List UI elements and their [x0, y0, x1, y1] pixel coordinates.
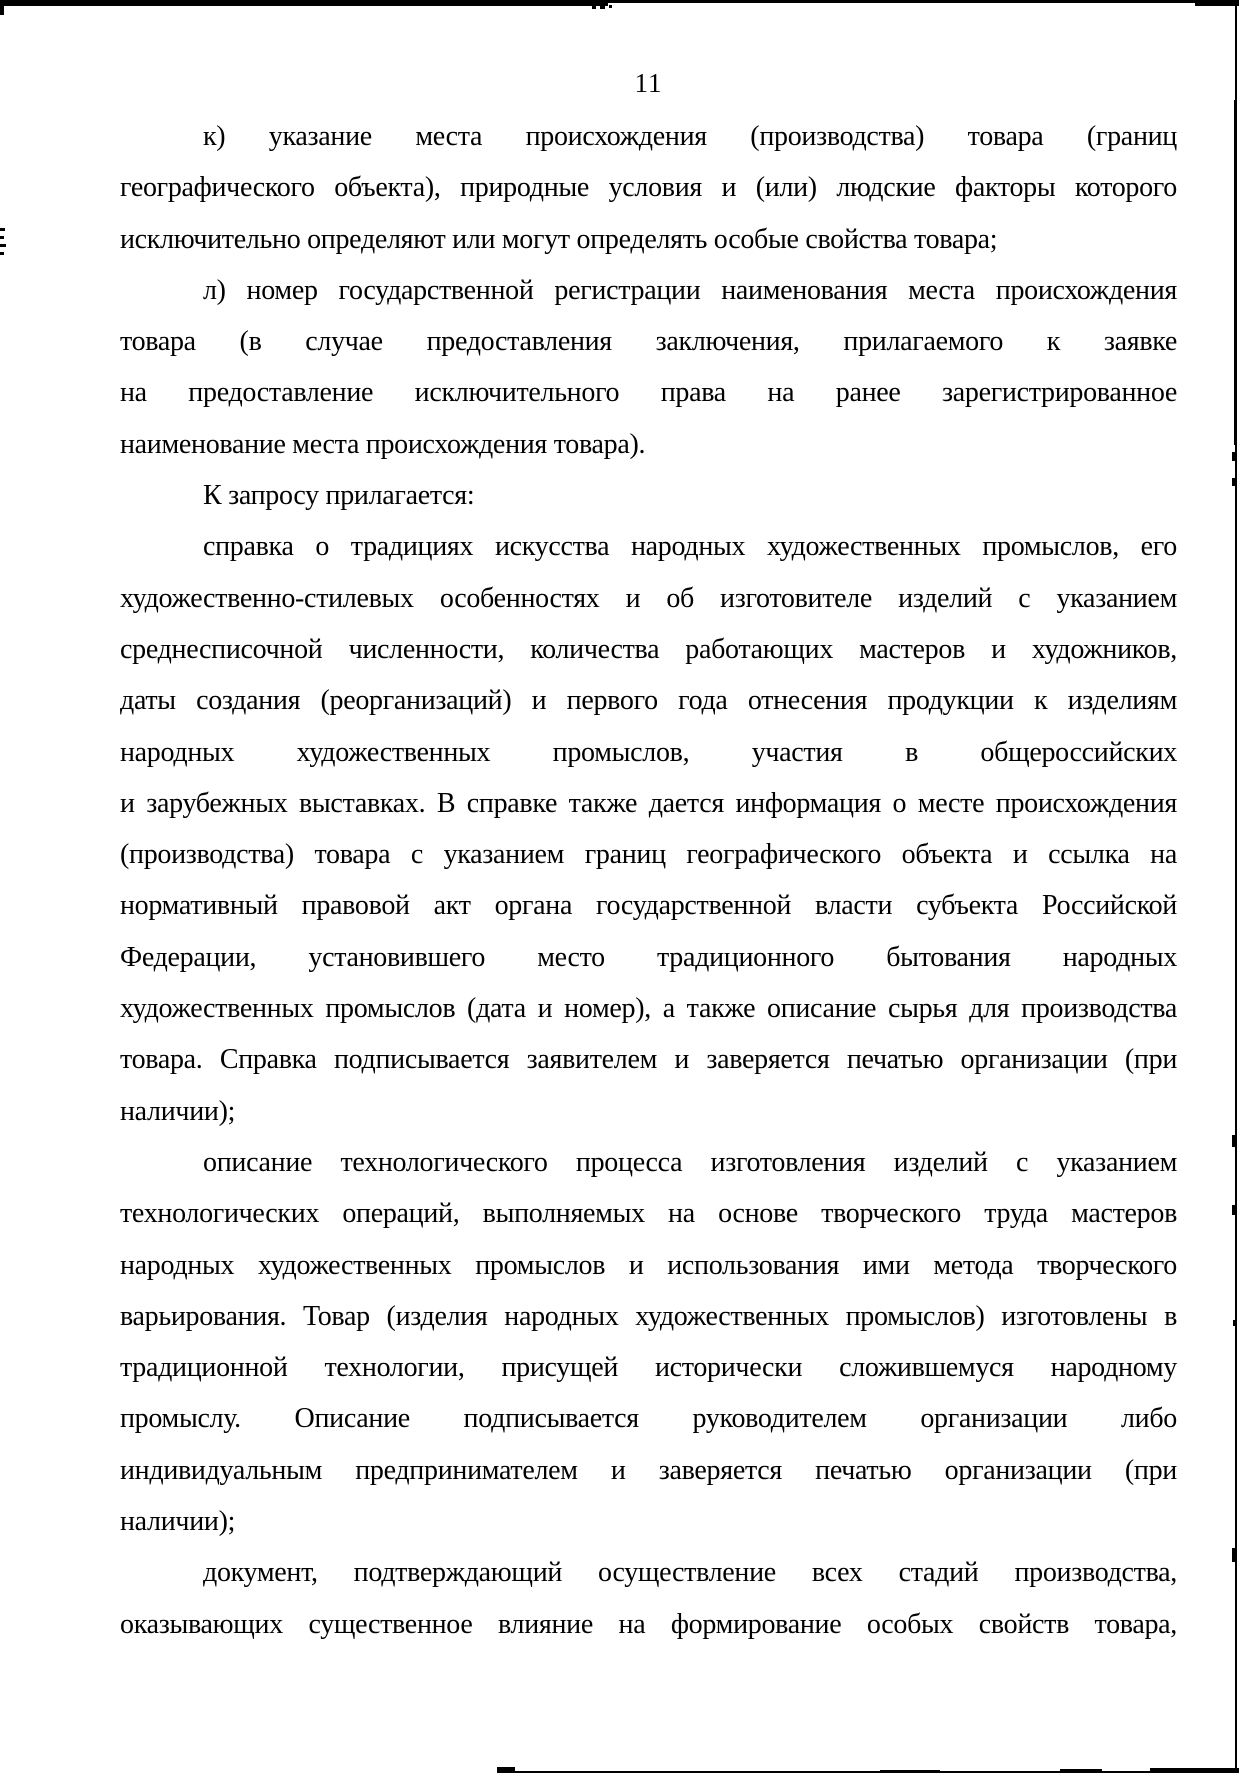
- text-line: и зарубежных выставках. В справке также дается информация о месте происхождения: [120, 787, 1177, 819]
- text-line: варьирования. Товар (изделия народных художественных промыслов) изготовлены в: [120, 1300, 1177, 1332]
- scan-artifact-speck: [592, 5, 596, 9]
- paragraph: [120, 265, 1177, 470]
- scan-artifact-right-edge-tick: [1232, 1205, 1237, 1215]
- paragraph: [120, 111, 1177, 265]
- scan-artifact-left-edge-dash: [0, 236, 4, 239]
- text-line: наличии);: [120, 1506, 236, 1538]
- text-line: товара. Справка подписывается заявителем и заверяется печатью организации (при: [120, 1044, 1177, 1076]
- scan-artifact-left-edge-dash: [0, 244, 6, 247]
- text-line: на предоставление исключительного права на ранее зарегистрированное: [120, 377, 1177, 409]
- text-line: исключительно определяют или могут определять особые свойства товара;: [120, 223, 998, 255]
- scan-artifact-right-edge-tick: [1232, 1548, 1237, 1562]
- scan-artifact-top-right-corner: [1195, 0, 1239, 6]
- scan-artifact-right-edge-line: [1234, 100, 1237, 445]
- scan-artifact-bottom-speck: [1060, 1769, 1102, 1773]
- text-line: Федерации, установившего место традиционного бытования народных: [120, 941, 1177, 973]
- text-line: документ, подтверждающий осуществление всех стадий производства,: [203, 1557, 1177, 1589]
- text-line: оказывающих существенное влияние на формирование особых свойств товара,: [120, 1608, 1177, 1640]
- text-line: наименование места происхождения товара).: [120, 428, 646, 460]
- text-line: географического объекта), природные условия и (или) людские факторы которого: [120, 172, 1177, 204]
- text-line: (производства) товара с указанием границ географического объекта и ссылка на: [120, 839, 1177, 871]
- text-line: справка о традициях искусства народных художественных промыслов, его: [203, 531, 1177, 563]
- scan-artifact-left-edge-dash: [0, 252, 4, 255]
- scan-artifact-left-edge-dash: [0, 228, 5, 231]
- scan-artifact-left-corner-tick: [0, 6, 4, 15]
- text-line: к) указание места происхождения (производства) товара (границ: [203, 121, 1177, 152]
- scan-artifact-right-edge-tick: [1233, 1320, 1237, 1326]
- scan-artifact-top-bar: [0, 0, 608, 6]
- scan-artifact-speck: [609, 5, 612, 8]
- text-line: художественно-стилевых особенностях и об изготовителе изделий с указанием: [120, 582, 1177, 614]
- paragraph: [120, 470, 1177, 521]
- text-line: индивидуальным предпринимателем и заверяется печатью организации (при: [120, 1454, 1177, 1486]
- scan-artifact-right-edge-tick: [1232, 1135, 1237, 1147]
- text-line: товара (в случае предоставления заключения, прилагаемого к заявке: [120, 326, 1177, 358]
- text-line: традиционной технологии, присущей исторически сложившемуся народному: [120, 1352, 1177, 1384]
- scan-artifact-speck: [600, 4, 605, 9]
- text-line: среднесписочной численности, количества работающих мастеров и художников,: [120, 633, 1177, 665]
- text-line: описание технологического процесса изготовления изделий с указанием: [203, 1146, 1177, 1178]
- scan-artifact-right-edge-tick: [1232, 478, 1236, 486]
- scan-artifact-bottom-speck: [880, 1770, 940, 1773]
- text-line: технологических операций, выполняемых на основе творческого труда мастеров: [120, 1198, 1177, 1230]
- text-line: народных художественных промыслов и использования ими метода творческого: [120, 1249, 1177, 1281]
- page-number: 11: [634, 68, 663, 98]
- text-line: художественных промыслов (дата и номер), а также описание сырья для производства: [120, 993, 1177, 1025]
- text-line: народных художественных промыслов, участия в общероссийских: [120, 736, 1177, 768]
- text-line: наличии);: [120, 1095, 236, 1127]
- text-line: нормативный правовой акт органа государственной власти субъекта Российской: [120, 890, 1177, 922]
- text-line: л) номер государственной регистрации наименования места происхождения: [203, 274, 1177, 306]
- scan-artifact-bottom-line: [500, 1771, 1239, 1773]
- paragraph: [120, 1547, 1177, 1650]
- paragraph: [120, 521, 1177, 1137]
- document-body: [120, 111, 1177, 1650]
- text-line: даты создания (реорганизаций) и первого года отнесения продукции к изделиям: [120, 685, 1177, 717]
- scan-artifact-bottom-speck: [497, 1767, 515, 1773]
- scan-artifact-top-bar-thin: [600, 0, 1239, 3]
- scan-artifact-bottom-speck: [1150, 1768, 1239, 1773]
- text-line: промыслу. Описание подписывается руководителем организации либо: [120, 1403, 1177, 1435]
- text-line: К запросу прилагается:: [203, 480, 475, 512]
- scan-artifact-right-edge-tick: [1232, 452, 1236, 461]
- paragraph: [120, 1137, 1177, 1547]
